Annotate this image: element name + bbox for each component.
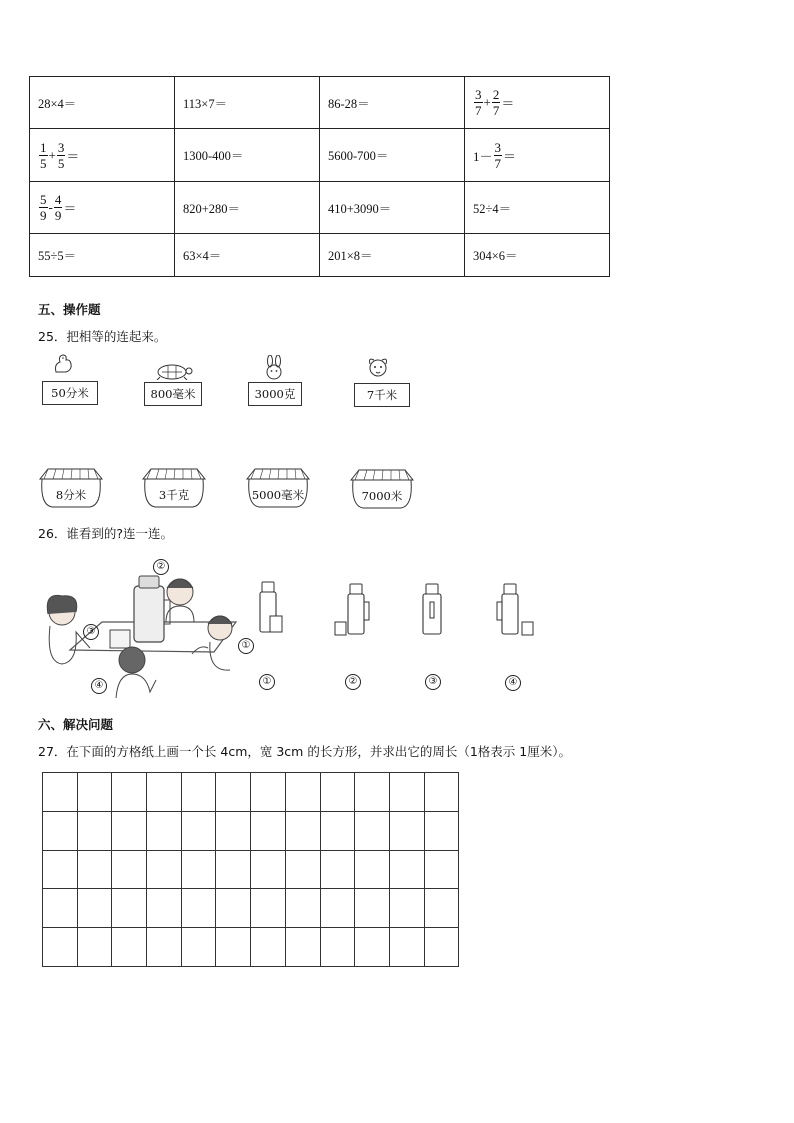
section6-title: 六、解决问题	[38, 717, 114, 732]
grid-paper[interactable]	[42, 772, 459, 967]
fraction: $\frac{3}{5}$	[57, 139, 65, 171]
scene-mark-1: ①	[238, 638, 254, 654]
table-row	[30, 77, 610, 129]
calc-cell: 52÷4＝	[465, 182, 610, 234]
top-card-3: 3000克	[248, 382, 302, 406]
top-card-2: 800毫米	[144, 382, 202, 406]
table-row	[30, 129, 610, 182]
house-card-3	[245, 467, 311, 511]
fraction: $\frac{1}{5}$	[40, 139, 47, 171]
calc-cell: 820+280＝	[175, 182, 320, 234]
q27-text: 27．在下面的方格纸上画一个长 4cm，宽 3cm 的长方形，并求出它的周长（1格表示 1厘米）。	[38, 744, 571, 759]
house-card-1	[38, 467, 104, 511]
view-4-thermos-icon	[494, 582, 538, 638]
house-card-4	[349, 468, 415, 512]
scene-mark-4: ④	[91, 678, 107, 694]
view-2-thermos-icon	[332, 582, 376, 638]
fraction: $\frac{3}{7}$	[494, 139, 502, 171]
table-row	[30, 234, 610, 277]
calc-cell: 63×4＝	[175, 234, 320, 277]
view-label-2: ②	[345, 674, 361, 690]
calc-cell: 410+3090＝	[320, 182, 465, 234]
calc-cell: 28×4＝	[30, 77, 175, 129]
rabbit-icon	[262, 355, 286, 381]
calc-cell: 5600-700＝	[320, 129, 465, 182]
house-label: 8分米	[55, 488, 87, 502]
house-label: 7000米	[361, 489, 403, 503]
table-row	[30, 182, 610, 234]
view-1-thermos-icon	[256, 580, 286, 636]
calc-cell: 1－ $\frac{3}{7}$ ＝	[465, 129, 610, 182]
view-3-thermos-icon	[418, 582, 446, 638]
turtle-icon	[150, 360, 196, 380]
calc-cell: $\frac{3}{7}$ + $\frac{2}{7}$ ＝	[465, 77, 610, 129]
calc-cell: 1300-400＝	[175, 129, 320, 182]
calc-cell: 55÷5＝	[30, 234, 175, 277]
house-label: 5000毫米	[251, 488, 305, 502]
view-label-1: ①	[259, 674, 275, 690]
fraction: $\frac{2}{7}$	[492, 87, 500, 118]
calc-cell: 113×7＝	[175, 77, 320, 129]
fraction: $\frac{4}{9}$	[54, 192, 62, 223]
calc-cell: 201×8＝	[320, 234, 465, 277]
q25-text: 25．把相等的连起来。	[38, 329, 167, 344]
scene-mark-2: ②	[153, 559, 169, 575]
calc-cell: $\frac{5}{9}$ - $\frac{4}{9}$ ＝	[30, 182, 175, 234]
fraction: $\frac{5}{9}$	[40, 192, 47, 223]
squirrel-icon	[52, 352, 76, 374]
dog-icon	[366, 355, 390, 381]
view-label-3: ③	[425, 674, 441, 690]
calc-cell: $\frac{1}{5}$ + $\frac{3}{5}$ ＝	[30, 129, 175, 182]
calc-table	[29, 76, 610, 277]
section5-title: 五、操作题	[38, 302, 101, 317]
top-card-4: 7千米	[354, 383, 410, 407]
house-card-2	[141, 467, 207, 511]
calc-cell: 304×6＝	[465, 234, 610, 277]
house-label: 3千克	[158, 488, 190, 502]
q26-text: 26．谁看到的?连一连。	[38, 526, 174, 541]
top-card-1: 50分米	[42, 381, 98, 405]
scene-mark-3: ③	[83, 624, 99, 640]
view-label-4: ④	[505, 675, 521, 691]
fraction: $\frac{3}{7}$	[475, 87, 482, 118]
calc-cell: 86-28＝	[320, 77, 465, 129]
children-around-table-illustration	[40, 552, 260, 698]
